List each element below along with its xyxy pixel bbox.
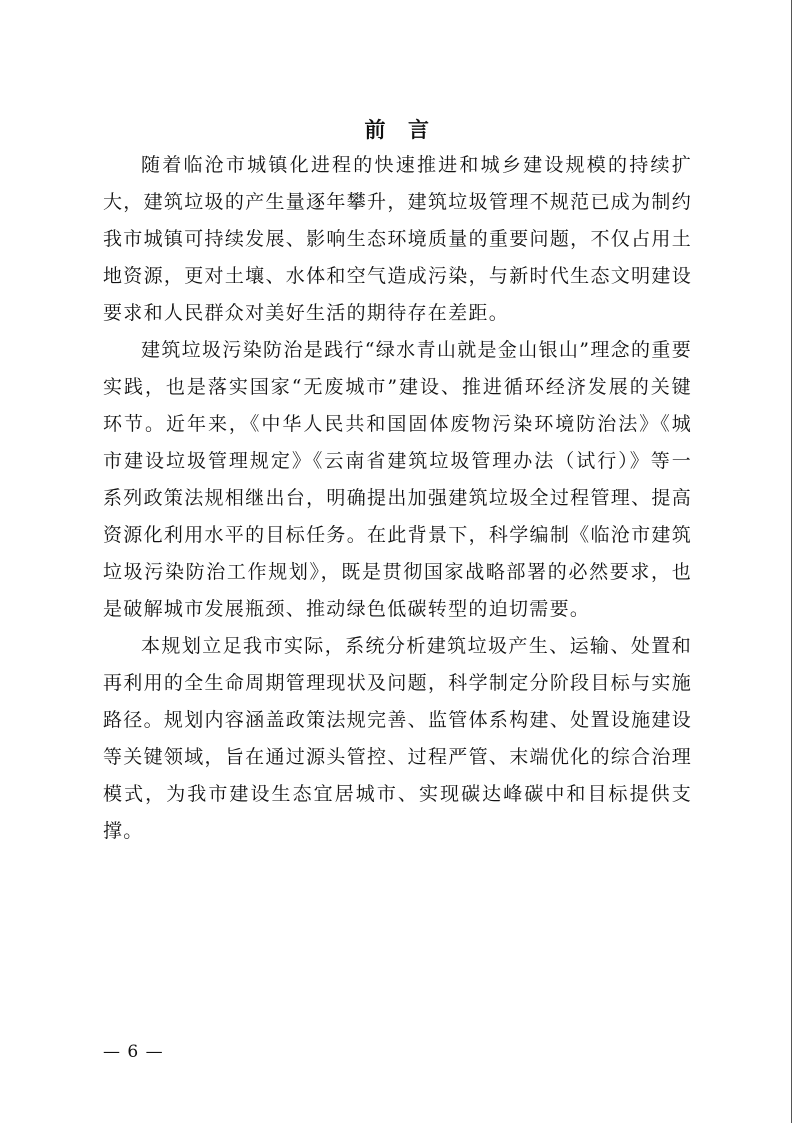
paragraph-3: 本规划立足我市实际，系统分析建筑垃圾产生、运输、处置和再利用的全生命周期管理现状及问题，科学制定分阶段目标与实施路径。规划内容涵盖政策法规完善、监管体系构建、处置设施建设等关键领域，旨在通过源头管控、过程严管、末端优化的综合治理模式，为我市建设生态宜居城市、实现碳达峰碳中和目标提供支撑。 [103,635,692,842]
preface-body [103,147,692,850]
paragraph-1: 随着临沧市城镇化进程的快速推进和城乡建设规模的持续扩大，建筑垃圾的产生量逐年攀升，建筑垃圾管理不规范已成为制约我市城镇可持续发展、影响生态环境质量的重要问题，不仅占用土地资源，更对土壤、水体和空气造成污染，与新时代生态文明建设要求和人民群众对美好生活的期待存在差距。 [103,154,692,324]
title-char-2: 言 [408,118,430,143]
page-edge-rule [791,0,792,1123]
page-title [0,114,794,146]
title-char-1: 前 [364,118,386,143]
paragraph-2: 建筑垃圾污染防治是践行“绿水青山就是金山银山”理念的重要实践，也是落实国家“无废城市”建设、推进循环经济发展的关键环节。近年来，《中华人民共和国固体废物污染环境防治法》《城市建设垃圾管理规定》《云南省建筑垃圾管理办法（试行）》等一系列政策法规相继出台，明确提出加强建筑垃圾全过程管理、提高资源化利用水平的目标任务。在此背景下，科学编制《临沧市建筑垃圾污染防治工作规划》，既是贯彻国家战略部署的必然要求，也是破解城市发展瓶颈、推动绿色低碳转型的迫切需要。 [103,339,692,620]
page-number: — 6 — [103,1042,164,1062]
